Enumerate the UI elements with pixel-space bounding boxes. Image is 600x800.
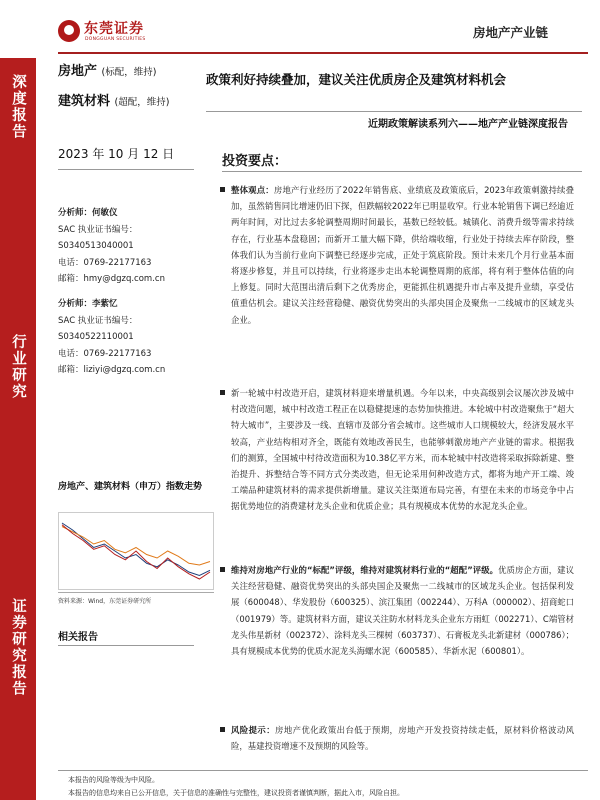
analyst-phone: 电话：0769-22177163 <box>58 348 152 359</box>
industry-rating: (超配，维持) <box>114 97 170 108</box>
analyst-sac-label: SAC 执业证书编号： <box>58 224 138 235</box>
rating-real-estate <box>58 60 156 79</box>
title-divider <box>206 111 582 112</box>
investment-highlights-heading: 投资要点： <box>222 154 288 169</box>
chart-series-line-0 <box>62 523 210 576</box>
industry-name: 房地产 <box>58 64 98 79</box>
analyst-email[interactable]: 邮箱：hmy@dgzq.com.cn <box>58 274 165 284</box>
paragraph-text: 新一轮城中村改造开启，建筑材料迎来增量机遇。今年以来，中央高级别会议屡次涉及城中村改造问题，城中村改造工程正在以稳健提速的态势加快推进。本轮城中村改造聚焦于“超大特大城市”，主要涉及一线、直辖市及部分省会城市。这些城市人口规模较大，经济发展水平较高，产业结构相对齐全，既能有效地改善民生，也能够刺激房地产产业链的需求。根据我们的测算，全国城中村待改造面积为10.38亿平方米，而本轮城中村改造将采取拆除新建、整治提升、拆整结合等不同方式分类改造，但无论采用何种改造方式，都将为地产开工端、竣工端品种建筑材料的需求提供新增量。建议关注渠道布局完善，有望在未来的市场竞争中占据优势地位的消费建材龙头企业和优质企业；具有规模成本优势的水泥龙头企业。 <box>231 388 574 512</box>
highlight-paragraph <box>231 722 574 754</box>
footer-divider <box>58 770 588 771</box>
analyst-name: 分析师：李紫忆 <box>58 299 118 309</box>
analyst-sac-number: S0340513040001 <box>58 241 134 251</box>
analyst-name: 分析师：何敏仪 <box>58 208 118 218</box>
side-label-industry-research: 行业研究 <box>10 334 26 400</box>
rating-building-materials <box>58 90 169 109</box>
report-title: 政策利好持续叠加，建议关注优质房企及建筑材料机会 <box>206 72 507 87</box>
chart-title: 房地产、建筑材料（申万）指数走势 <box>58 482 203 492</box>
paragraph-text: 优质房企方面，建议关注经营稳健、融资优势突出的头部央国企及聚焦一二线城市的区域龙头企业。包括保利发展（600048）、华发股份（600325）、滨江集团（002244）、万科A（000002）、招商蛇口（001979）等。建筑材料方面，建议关注防水材料龙头企业东方雨虹（002271）、C端管材龙头伟星新材（002372）、涂料龙头三棵树（603737）、石膏板龙头北新建材（000786）；具有规模成本优势的优质水泥龙头海螺水泥（600585）、华新水泥（600801）。 <box>231 565 575 657</box>
bullet-icon <box>220 390 225 395</box>
analyst-email[interactable]: 邮箱：liziyi@dgzq.com.cn <box>58 365 166 375</box>
paragraph-lead: 风险提示： <box>231 725 276 735</box>
report-date: 2023 年 10 月 12 日 <box>58 147 175 161</box>
footer-risk-level: 本报告的风险等级为中风险。 <box>68 776 159 784</box>
paragraph-text: 房地产行业经历了2022年销售底、业绩底及政策底后，2023年政策刺激持续叠加，虽然销售同比增速仍旧下探，但跌幅较2022年已明显收窄。行业本轮销售下调已经逾近两年时间，对比过去多轮调整周期时间最长，基数已经较低。城镇化、消费升级等需求持续存在，行业基本盘稳固；而新开工量大幅下降，供给端收缩，行业处于持续去库存阶段，整体我们认为当前行业向下调整已经逐步完成，正处于筑底阶段。预计未来几个月行业基本面将逐步修复，并且可以持续，行业将逐步走出本轮调整周期的底部，将有利于整体估值的向上修复。同时大范围出清后剩下之优秀房企，更能抓住机遇提升市占率及提升业绩，享受估值重估机会。建议关注经营稳健、融资优势突出的头部央国企及聚焦一二线城市的区域龙头企业。 <box>231 185 574 325</box>
highlights-divider <box>222 171 582 172</box>
side-band <box>0 58 36 800</box>
paragraph-lead: 整体观点： <box>231 185 274 195</box>
report-category: 房地产产业链 <box>472 25 548 40</box>
chart-source: 资料来源：Wind，东莞证券研究所 <box>58 598 152 605</box>
highlight-paragraph <box>231 562 574 659</box>
footer-disclaimer: 本报告的信息均来自已公开信息，关于信息的准确性与完整性，建议投资者谨慎判断，据此入市，风险自担。 <box>68 789 404 797</box>
report-subtitle: 近期政策解读系列六——地产产业链深度报告 <box>368 119 568 130</box>
bullet-icon <box>220 567 225 572</box>
bullet-icon <box>220 727 225 732</box>
analyst-phone: 电话：0769-22177163 <box>58 257 152 268</box>
analyst-sac-number: S0340522110001 <box>58 332 134 342</box>
analyst-card <box>58 296 165 379</box>
side-label-securities-research: 证券研究报告 <box>10 598 26 697</box>
paragraph-text: 房地产优化政策出台低于预期，房地产开发投资持续走低，原材料价格波动风险，基建投资增速不及预期的风险等。 <box>231 725 574 752</box>
highlight-paragraph <box>231 182 574 328</box>
industry-rating: (标配，维持) <box>101 67 157 78</box>
industry-name: 建筑材料 <box>58 94 111 109</box>
logo-mark-icon <box>58 20 80 42</box>
chart-divider <box>58 592 214 593</box>
date-divider <box>58 169 194 170</box>
analyst-sac-label: SAC 执业证书编号： <box>58 315 138 326</box>
highlight-paragraph <box>231 385 574 515</box>
company-logo <box>58 16 168 50</box>
related-divider <box>58 645 194 646</box>
chart-series-line-1 <box>62 527 210 566</box>
header-divider <box>58 52 588 54</box>
logo-text: 东莞证券 <box>84 21 144 37</box>
paragraph-lead: 维持对房地产行业的“标配”评级，维持对建筑材料行业的“超配”评级。 <box>231 565 499 575</box>
logo-subtext: DONGGUAN SECURITIES <box>85 37 146 42</box>
bullet-icon <box>220 187 225 192</box>
related-reports-title: 相关报告 <box>58 632 98 643</box>
analyst-card <box>58 205 165 288</box>
side-label-deep-report: 深度报告 <box>10 74 26 140</box>
index-trend-chart <box>58 512 214 590</box>
